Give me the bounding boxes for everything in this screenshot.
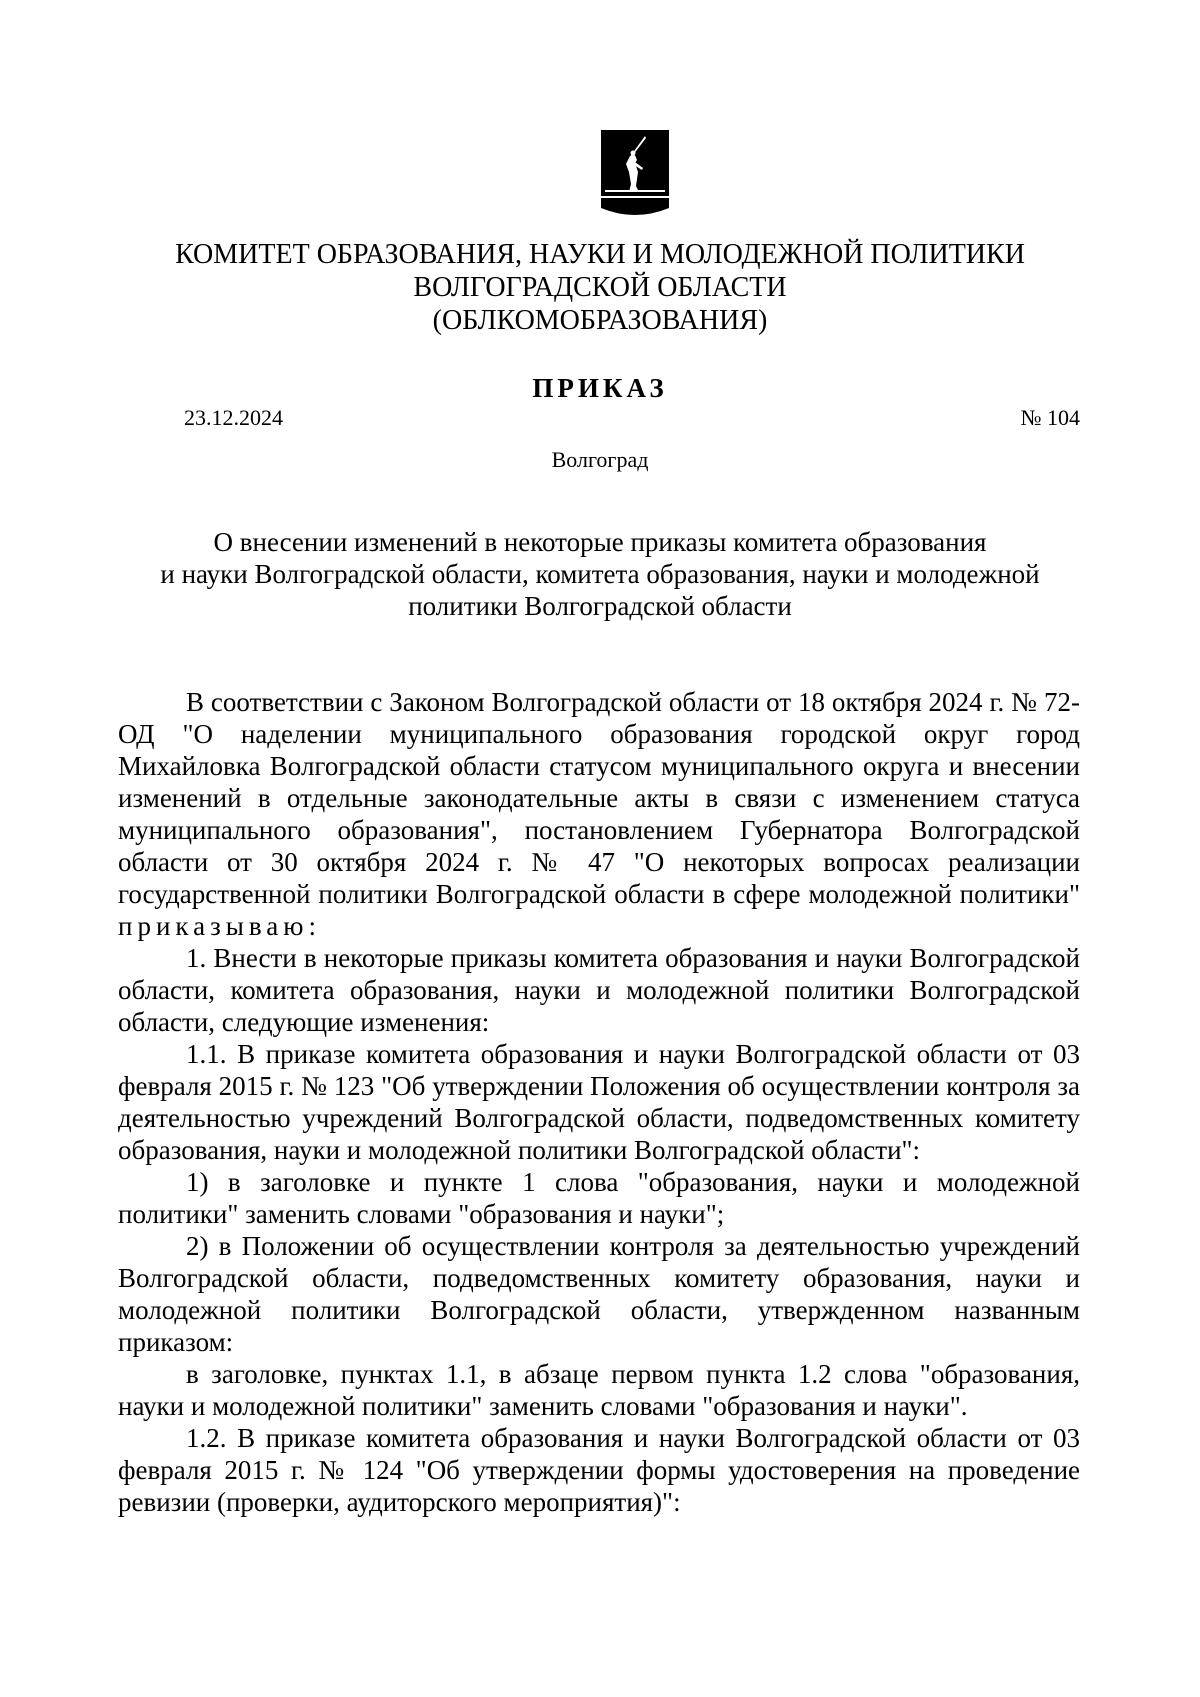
- paragraph-subitem-2: 2) в Положении об осуществлении контроля за деятельностью учреждений Волгоградской области, подведомственных комитету образования, науки и молодежной политики Волгоградской области, утвержденном названным приказом:: [118, 1231, 1080, 1357]
- document-subject: [130, 526, 1070, 622]
- organization-name: [110, 238, 1090, 337]
- document-number: № 104: [1020, 405, 1080, 430]
- organization-name-line-1: КОМИТЕТ ОБРАЗОВАНИЯ, НАУКИ И МОЛОДЕЖНОЙ ПОЛИТИКИ: [175, 239, 1025, 270]
- document-body: [118, 686, 1080, 1518]
- paragraph-item-1-1: 1.1. В приказе комитета образования и науки Волгоградской области от 03 февраля 2015 г. № 123 "Об утверждении Положения об осуществлении контроля за деятельностью учреждений Волгоградской области, подведомственных комитету образования, науки и молодежной политики Волгоградской области":: [118, 1039, 1080, 1165]
- preamble-paragraph: [118, 686, 1080, 942]
- document-city: Волгоград: [551, 447, 649, 472]
- paragraph-item-1-2: 1.2. В приказе комитета образования и науки Волгоградской области от 03 февраля 2015 г. № 124 "Об утверждении формы удостоверения на проведение ревизии (проверки, аудиторского мероприятия)":: [118, 1423, 1080, 1517]
- order-word: приказываю:: [118, 911, 321, 941]
- subject-line-2: и науки Волгоградской области, комитета образования, науки и молодежной: [160, 559, 1040, 589]
- paragraph-item-1: 1. Внести в некоторые приказы комитета образования и науки Волгоградской области, комитета образования, науки и молодежной политики Волгоградской области, следующие изменения:: [118, 943, 1080, 1037]
- organization-abbreviation: (ОБЛКОМОБРАЗОВАНИЯ): [432, 305, 768, 336]
- paragraph-subitem-1: 1) в заголовке и пункте 1 слова "образования, науки и молодежной политики" заменить словами "образования и науки";: [118, 1167, 1080, 1229]
- subject-line-3: политики Волгоградской области: [408, 591, 792, 621]
- organization-name-line-2: ВОЛГОГРАДСКОЙ ОБЛАСТИ: [413, 272, 787, 303]
- document-date: 23.12.2024: [184, 405, 283, 430]
- preamble-text: В соответствии с Законом Волгоградской области от 18 октября 2024 г. № 72-ОД "О наделении муниципального образования городской округ город Михайловка Волгоградской области статусом муниципального округа и внесении изменений в отдельные законодательные акты в связи с изменением статуса муниципального образования", постановлением Губернатора Волгоградской области от 30 октября 2024 г. № 47 "О некоторых вопросах реализации государственной политики Волгоградской области в сфере молодежной политики": [118, 687, 1080, 909]
- paragraph-subitem-2-detail: в заголовке, пунктах 1.1, в абзаце первом пункта 1.2 слова "образования, науки и молодежной политики" заменить словами "образования и науки".: [118, 1359, 1080, 1421]
- document-type-title: ПРИКАЗ: [532, 373, 668, 403]
- volgograd-coat-of-arms-icon: [599, 128, 671, 222]
- subject-line-1: О внесении изменений в некоторые приказы комитета образования: [213, 527, 987, 557]
